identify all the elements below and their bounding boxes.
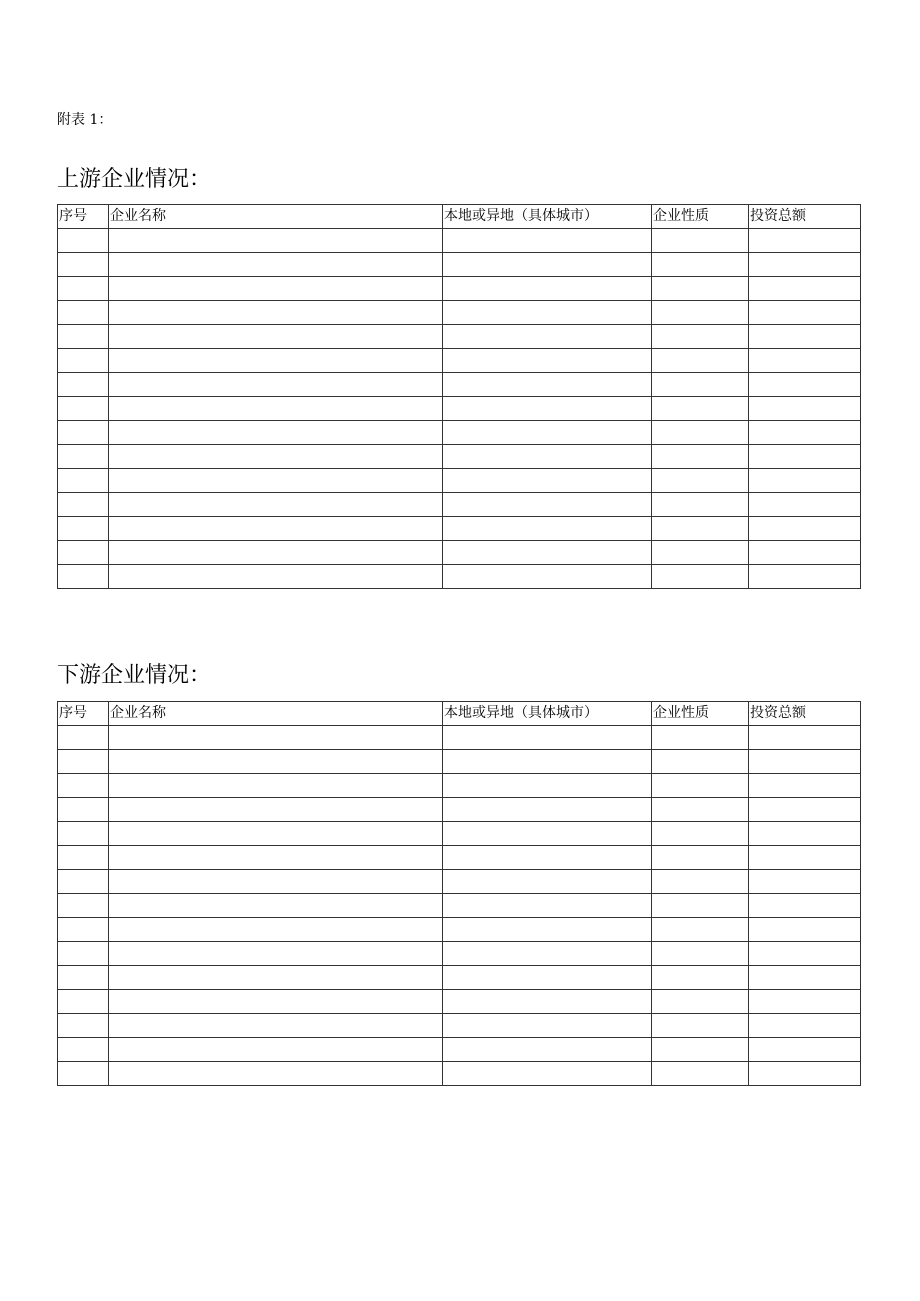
table-header-row <box>58 702 861 726</box>
cell-investment[interactable] <box>749 373 861 397</box>
cell-company-type[interactable] <box>652 942 749 966</box>
header-company-name: 企业名称 <box>109 205 443 229</box>
cell-location[interactable] <box>443 517 652 541</box>
cell-company-name[interactable] <box>109 1038 443 1062</box>
cell-investment[interactable] <box>749 445 861 469</box>
cell-location[interactable] <box>443 966 652 990</box>
table-row <box>58 349 861 373</box>
header-company-type: 企业性质 <box>652 205 749 229</box>
cell-company-name[interactable] <box>109 565 443 589</box>
cell-investment[interactable] <box>749 253 861 277</box>
cell-location[interactable] <box>443 750 652 774</box>
cell-seq[interactable] <box>58 990 109 1014</box>
cell-investment[interactable] <box>749 349 861 373</box>
table-row <box>58 870 861 894</box>
cell-seq[interactable] <box>58 421 109 445</box>
cell-seq[interactable] <box>58 846 109 870</box>
table-row <box>58 301 861 325</box>
cell-seq[interactable] <box>58 349 109 373</box>
cell-company-name[interactable] <box>109 421 443 445</box>
table-row <box>58 990 861 1014</box>
cell-company-name[interactable] <box>109 870 443 894</box>
cell-company-name[interactable] <box>109 990 443 1014</box>
cell-location[interactable] <box>443 421 652 445</box>
table-row <box>58 445 861 469</box>
cell-seq[interactable] <box>58 822 109 846</box>
table-row <box>58 325 861 349</box>
cell-company-name[interactable] <box>109 1014 443 1038</box>
table-row <box>58 822 861 846</box>
cell-location[interactable] <box>443 445 652 469</box>
cell-company-type[interactable] <box>652 774 749 798</box>
cell-location[interactable] <box>443 397 652 421</box>
header-location: 本地或异地（具体城市） <box>443 205 652 229</box>
upstream-table <box>57 204 861 589</box>
cell-company-type[interactable] <box>652 325 749 349</box>
cell-seq[interactable] <box>58 942 109 966</box>
cell-company-name[interactable] <box>109 277 443 301</box>
table-row <box>58 942 861 966</box>
table-row <box>58 1062 861 1086</box>
cell-company-type[interactable] <box>652 301 749 325</box>
cell-investment[interactable] <box>749 990 861 1014</box>
cell-location[interactable] <box>443 726 652 750</box>
table-row <box>58 229 861 253</box>
cell-investment[interactable] <box>749 942 861 966</box>
cell-investment[interactable] <box>749 517 861 541</box>
table-row <box>58 397 861 421</box>
table-row <box>58 277 861 301</box>
cell-company-type[interactable] <box>652 894 749 918</box>
cell-investment[interactable] <box>749 774 861 798</box>
cell-seq[interactable] <box>58 541 109 565</box>
cell-investment[interactable] <box>749 846 861 870</box>
cell-location[interactable] <box>443 774 652 798</box>
cell-company-type[interactable] <box>652 349 749 373</box>
cell-seq[interactable] <box>58 1062 109 1086</box>
cell-location[interactable] <box>443 229 652 253</box>
cell-company-name[interactable] <box>109 750 443 774</box>
cell-seq[interactable] <box>58 894 109 918</box>
header-company-name: 企业名称 <box>109 702 443 726</box>
upstream-title: 上游企业情况： <box>57 167 212 192</box>
table-row <box>58 421 861 445</box>
upstream-table-body <box>58 229 861 589</box>
table-row <box>58 493 861 517</box>
table-row <box>58 1038 861 1062</box>
cell-investment[interactable] <box>749 822 861 846</box>
table-row <box>58 894 861 918</box>
cell-company-type[interactable] <box>652 421 749 445</box>
cell-company-name[interactable] <box>109 541 443 565</box>
header-location: 本地或异地（具体城市） <box>443 702 652 726</box>
cell-investment[interactable] <box>749 229 861 253</box>
cell-location[interactable] <box>443 565 652 589</box>
cell-company-name[interactable] <box>109 1062 443 1086</box>
cell-company-type[interactable] <box>652 253 749 277</box>
cell-company-type[interactable] <box>652 565 749 589</box>
cell-investment[interactable] <box>749 1038 861 1062</box>
cell-company-name[interactable] <box>109 846 443 870</box>
cell-location[interactable] <box>443 1014 652 1038</box>
header-investment: 投资总额 <box>749 702 861 726</box>
cell-seq[interactable] <box>58 726 109 750</box>
table-row <box>58 846 861 870</box>
cell-company-name[interactable] <box>109 942 443 966</box>
table-row <box>58 918 861 942</box>
cell-company-name[interactable] <box>109 325 443 349</box>
table-row <box>58 541 861 565</box>
cell-company-name[interactable] <box>109 301 443 325</box>
table-row <box>58 373 861 397</box>
cell-company-name[interactable] <box>109 229 443 253</box>
cell-company-type[interactable] <box>652 750 749 774</box>
cell-seq[interactable] <box>58 750 109 774</box>
cell-location[interactable] <box>443 822 652 846</box>
cell-company-name[interactable] <box>109 798 443 822</box>
cell-company-name[interactable] <box>109 493 443 517</box>
cell-company-name[interactable] <box>109 373 443 397</box>
cell-company-type[interactable] <box>652 726 749 750</box>
cell-company-type[interactable] <box>652 445 749 469</box>
cell-company-name[interactable] <box>109 822 443 846</box>
cell-location[interactable] <box>443 325 652 349</box>
cell-location[interactable] <box>443 990 652 1014</box>
cell-company-type[interactable] <box>652 798 749 822</box>
cell-company-type[interactable] <box>652 918 749 942</box>
cell-company-type[interactable] <box>652 541 749 565</box>
cell-seq[interactable] <box>58 1014 109 1038</box>
cell-company-type[interactable] <box>652 517 749 541</box>
cell-seq[interactable] <box>58 397 109 421</box>
cell-company-name[interactable] <box>109 726 443 750</box>
cell-investment[interactable] <box>749 1014 861 1038</box>
cell-investment[interactable] <box>749 493 861 517</box>
cell-seq[interactable] <box>58 774 109 798</box>
cell-company-type[interactable] <box>652 822 749 846</box>
cell-seq[interactable] <box>58 966 109 990</box>
cell-location[interactable] <box>443 253 652 277</box>
cell-location[interactable] <box>443 373 652 397</box>
table-row <box>58 798 861 822</box>
cell-investment[interactable] <box>749 541 861 565</box>
cell-location[interactable] <box>443 942 652 966</box>
cell-investment[interactable] <box>749 918 861 942</box>
cell-company-type[interactable] <box>652 493 749 517</box>
cell-company-type[interactable] <box>652 966 749 990</box>
cell-seq[interactable] <box>58 277 109 301</box>
table-header-row <box>58 205 861 229</box>
annex-label: 附表 1： <box>57 112 113 128</box>
cell-company-name[interactable] <box>109 894 443 918</box>
table-row <box>58 1014 861 1038</box>
cell-company-name[interactable] <box>109 517 443 541</box>
cell-seq[interactable] <box>58 565 109 589</box>
cell-company-type[interactable] <box>652 1014 749 1038</box>
cell-company-name[interactable] <box>109 774 443 798</box>
cell-seq[interactable] <box>58 469 109 493</box>
table-row <box>58 517 861 541</box>
cell-company-name[interactable] <box>109 349 443 373</box>
cell-company-type[interactable] <box>652 373 749 397</box>
cell-seq[interactable] <box>58 253 109 277</box>
cell-investment[interactable] <box>749 397 861 421</box>
table-row <box>58 750 861 774</box>
cell-seq[interactable] <box>58 798 109 822</box>
cell-location[interactable] <box>443 301 652 325</box>
cell-company-name[interactable] <box>109 253 443 277</box>
cell-seq[interactable] <box>58 493 109 517</box>
downstream-table <box>57 701 861 1086</box>
cell-company-type[interactable] <box>652 1062 749 1086</box>
cell-company-name[interactable] <box>109 397 443 421</box>
cell-company-name[interactable] <box>109 918 443 942</box>
cell-company-type[interactable] <box>652 229 749 253</box>
cell-location[interactable] <box>443 541 652 565</box>
table-row <box>58 774 861 798</box>
cell-seq[interactable] <box>58 517 109 541</box>
cell-investment[interactable] <box>749 1062 861 1086</box>
cell-seq[interactable] <box>58 229 109 253</box>
cell-investment[interactable] <box>749 870 861 894</box>
cell-seq[interactable] <box>58 325 109 349</box>
table-row <box>58 726 861 750</box>
cell-location[interactable] <box>443 894 652 918</box>
table-row <box>58 966 861 990</box>
cell-seq[interactable] <box>58 301 109 325</box>
cell-investment[interactable] <box>749 469 861 493</box>
cell-location[interactable] <box>443 846 652 870</box>
cell-investment[interactable] <box>749 966 861 990</box>
cell-seq[interactable] <box>58 373 109 397</box>
cell-investment[interactable] <box>749 325 861 349</box>
table-row <box>58 469 861 493</box>
cell-location[interactable] <box>443 1062 652 1086</box>
cell-location[interactable] <box>443 493 652 517</box>
cell-investment[interactable] <box>749 565 861 589</box>
downstream-table-body <box>58 726 861 1086</box>
cell-location[interactable] <box>443 798 652 822</box>
cell-company-type[interactable] <box>652 870 749 894</box>
cell-location[interactable] <box>443 1038 652 1062</box>
cell-investment[interactable] <box>749 894 861 918</box>
cell-company-type[interactable] <box>652 990 749 1014</box>
cell-company-name[interactable] <box>109 469 443 493</box>
cell-investment[interactable] <box>749 798 861 822</box>
cell-investment[interactable] <box>749 421 861 445</box>
header-company-type: 企业性质 <box>652 702 749 726</box>
cell-company-name[interactable] <box>109 966 443 990</box>
cell-seq[interactable] <box>58 445 109 469</box>
cell-investment[interactable] <box>749 750 861 774</box>
cell-seq[interactable] <box>58 870 109 894</box>
table-row <box>58 565 861 589</box>
cell-company-type[interactable] <box>652 1038 749 1062</box>
cell-company-type[interactable] <box>652 277 749 301</box>
cell-location[interactable] <box>443 277 652 301</box>
cell-company-type[interactable] <box>652 397 749 421</box>
header-seq: 序号 <box>58 205 109 229</box>
cell-investment[interactable] <box>749 726 861 750</box>
cell-location[interactable] <box>443 918 652 942</box>
cell-investment[interactable] <box>749 277 861 301</box>
cell-company-name[interactable] <box>109 445 443 469</box>
cell-location[interactable] <box>443 469 652 493</box>
cell-seq[interactable] <box>58 918 109 942</box>
cell-company-type[interactable] <box>652 846 749 870</box>
header-seq: 序号 <box>58 702 109 726</box>
downstream-title: 下游企业情况： <box>57 663 212 688</box>
cell-company-type[interactable] <box>652 469 749 493</box>
header-investment: 投资总额 <box>749 205 861 229</box>
cell-investment[interactable] <box>749 301 861 325</box>
cell-location[interactable] <box>443 870 652 894</box>
cell-seq[interactable] <box>58 1038 109 1062</box>
table-row <box>58 253 861 277</box>
cell-location[interactable] <box>443 349 652 373</box>
